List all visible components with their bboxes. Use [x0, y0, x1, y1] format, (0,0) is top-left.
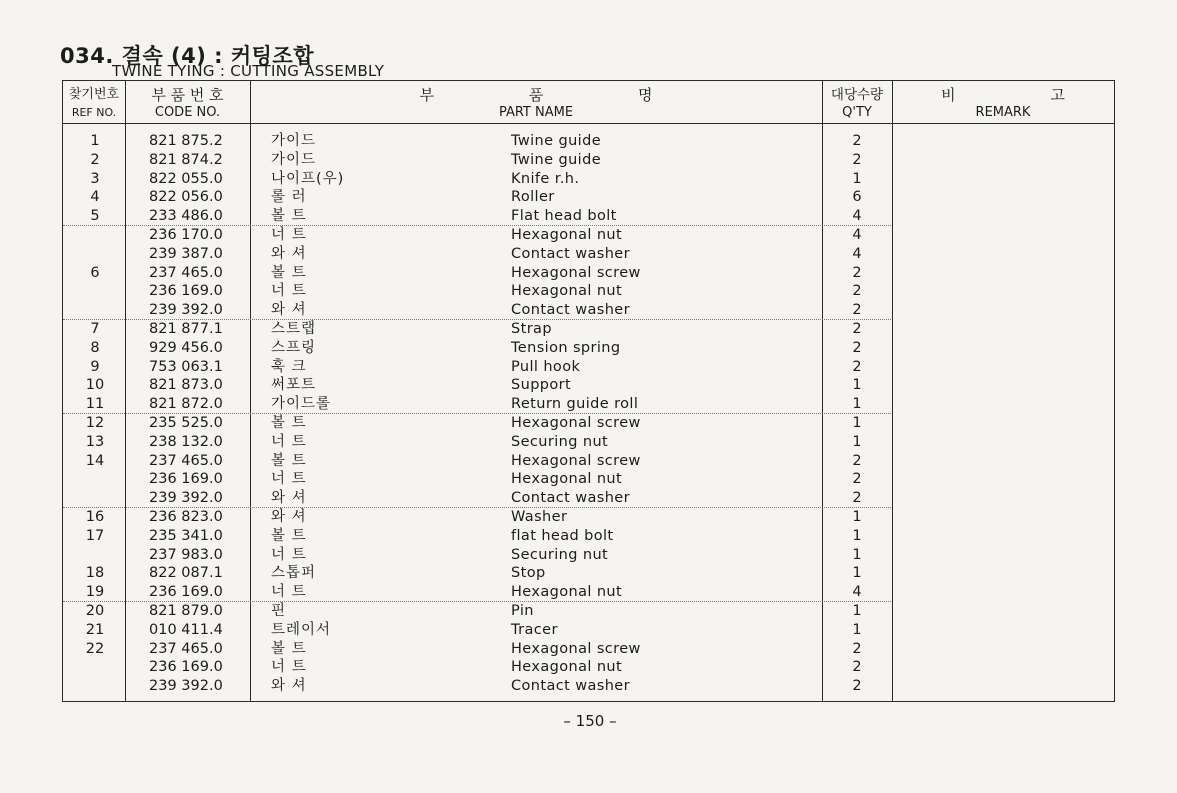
- part-name-en-cell: Stop: [511, 565, 546, 582]
- header-name: [250, 81, 822, 123]
- header-remark-ko: 비 고: [941, 86, 1065, 104]
- qty-cell: 1: [852, 621, 862, 638]
- qty-cell: 1: [852, 396, 862, 413]
- part-name-en-cell: Hexagonal nut: [511, 584, 623, 601]
- header-ref-ko: 찾기번호: [68, 87, 120, 102]
- qty-cell: 2: [852, 133, 862, 149]
- page-number: – 150 –: [563, 712, 617, 730]
- part-name-ko-cell: 너 트: [271, 471, 307, 488]
- code-no-cell: 236 170.0: [149, 227, 223, 243]
- table-row: [63, 245, 1114, 264]
- code-no-cell: 822 055.0: [149, 170, 223, 187]
- part-name-ko-cell: 가이드: [271, 133, 317, 149]
- table-row: [63, 621, 1114, 640]
- part-name-en-cell: Hexagonal nut: [511, 659, 623, 676]
- table-row: [63, 508, 1114, 527]
- part-name-en-cell: Contact washer: [511, 490, 630, 507]
- ref-no-cell: 17: [85, 527, 105, 544]
- ref-no-cell: 19: [85, 584, 105, 601]
- part-name-ko-cell: 나이프(우): [271, 170, 345, 187]
- part-name-en-cell: Roller: [511, 189, 555, 206]
- part-name-ko-cell: 볼 트: [271, 208, 307, 225]
- table-row: [63, 640, 1114, 659]
- ref-no-cell: 21: [85, 621, 105, 638]
- header-code-ko: 부 품 번 호: [151, 86, 224, 104]
- part-name-en-cell: Twine guide: [511, 151, 602, 168]
- code-no-cell: 238 132.0: [149, 433, 223, 450]
- table-row: [63, 188, 1114, 207]
- qty-cell: 1: [852, 603, 862, 619]
- qty-cell: 1: [852, 546, 862, 563]
- code-no-cell: 821 879.0: [149, 603, 223, 619]
- part-name-ko-cell: 롤 러: [271, 189, 307, 206]
- header-ref: [63, 81, 125, 123]
- part-name-ko-cell: 스프링: [271, 339, 317, 356]
- table-row: [63, 226, 1114, 245]
- part-name-ko-cell: 써포트: [271, 377, 317, 394]
- code-no-cell: 753 063.1: [149, 358, 223, 375]
- qty-cell: 2: [852, 640, 862, 657]
- part-name-en-cell: Pin: [511, 603, 534, 619]
- header-name-en: PART NAME: [498, 105, 574, 120]
- ref-no-cell: 1: [90, 133, 100, 149]
- part-name-en-cell: Hexagonal nut: [511, 283, 623, 300]
- ref-no-cell: 12: [85, 415, 105, 431]
- part-name-ko-cell: 볼 트: [271, 452, 307, 469]
- ref-no-cell: 4: [90, 189, 100, 206]
- code-no-cell: 821 874.2: [149, 151, 223, 168]
- part-name-en-cell: Washer: [511, 509, 568, 525]
- part-name-en-cell: Securing nut: [511, 433, 609, 450]
- qty-cell: 2: [852, 264, 862, 281]
- table-row: [63, 376, 1114, 395]
- header-qty-ko: 대당수량: [830, 87, 884, 103]
- part-name-ko-cell: 너 트: [271, 283, 307, 300]
- ref-no-cell: 3: [90, 170, 100, 187]
- table-row: [63, 677, 1114, 696]
- part-name-en-cell: Hexagonal screw: [511, 640, 641, 657]
- code-no-cell: 236 169.0: [149, 584, 223, 601]
- ref-no-cell: 6: [90, 264, 100, 281]
- code-no-cell: 236 169.0: [149, 283, 223, 300]
- qty-cell: 4: [852, 208, 862, 225]
- qty-cell: 2: [852, 339, 862, 356]
- ref-no-cell: 5: [90, 208, 100, 225]
- ref-no-cell: 18: [85, 565, 105, 582]
- part-name-ko-cell: 스트랩: [271, 321, 317, 337]
- part-name-ko-cell: 너 트: [271, 546, 307, 563]
- code-no-cell: 233 486.0: [149, 208, 223, 225]
- part-name-en-cell: Strap: [511, 321, 552, 337]
- part-name-ko-cell: 너 트: [271, 433, 307, 450]
- qty-cell: 4: [852, 245, 862, 262]
- part-name-en-cell: Hexagonal screw: [511, 264, 641, 281]
- header-code: [125, 81, 250, 123]
- part-name-ko-cell: 너 트: [271, 227, 307, 243]
- ref-no-cell: 13: [85, 433, 105, 450]
- table-row: [63, 282, 1114, 301]
- code-no-cell: 239 392.0: [149, 678, 223, 695]
- code-no-cell: 237 983.0: [149, 546, 223, 563]
- part-name-en-cell: Contact washer: [511, 245, 630, 262]
- part-name-en-cell: Contact washer: [511, 678, 630, 695]
- part-name-en-cell: Pull hook: [511, 358, 581, 375]
- table-row: [63, 658, 1114, 677]
- part-name-en-cell: Hexagonal screw: [511, 452, 641, 469]
- part-name-ko-cell: 너 트: [271, 584, 307, 601]
- qty-cell: 2: [852, 302, 862, 319]
- code-no-cell: 236 169.0: [149, 659, 223, 676]
- qty-cell: 4: [852, 584, 862, 601]
- header-code-en: CODE NO.: [154, 105, 221, 120]
- qty-cell: 2: [852, 490, 862, 507]
- code-no-cell: 822 056.0: [149, 189, 223, 206]
- qty-cell: 1: [852, 170, 862, 187]
- page-subtitle: TWINE TYING : CUTTING ASSEMBLY: [112, 62, 385, 80]
- table-row: [63, 527, 1114, 546]
- qty-cell: 1: [852, 377, 862, 394]
- qty-cell: 2: [852, 321, 862, 337]
- code-no-cell: 010 411.4: [149, 621, 223, 638]
- qty-cell: 1: [852, 509, 862, 525]
- parts-table: [62, 80, 1115, 702]
- qty-cell: 1: [852, 415, 862, 431]
- qty-cell: 2: [852, 659, 862, 676]
- ref-no-cell: 8: [90, 339, 100, 356]
- part-name-ko-cell: 핀: [271, 603, 287, 619]
- qty-cell: 2: [852, 151, 862, 168]
- table-row: [63, 414, 1114, 433]
- header-qty: [822, 81, 892, 123]
- table-row: [63, 546, 1114, 565]
- code-no-cell: 821 875.2: [149, 133, 223, 149]
- part-name-en-cell: flat head bolt: [511, 527, 614, 544]
- qty-cell: 2: [852, 678, 862, 695]
- table-row: [63, 132, 1114, 151]
- table-row: [63, 470, 1114, 489]
- ref-no-cell: 11: [85, 396, 105, 413]
- part-name-ko-cell: 와 셔: [271, 509, 307, 525]
- qty-cell: 1: [852, 433, 862, 450]
- code-no-cell: 237 465.0: [149, 264, 223, 281]
- part-name-ko-cell: 가이드롤: [271, 396, 332, 413]
- header-remark-en: REMARK: [975, 105, 1031, 120]
- qty-cell: 1: [852, 565, 862, 582]
- code-no-cell: 821 872.0: [149, 396, 223, 413]
- ref-no-cell: 14: [85, 452, 105, 469]
- part-name-en-cell: Twine guide: [511, 133, 602, 149]
- qty-cell: 4: [852, 227, 862, 243]
- part-name-ko-cell: 볼 트: [271, 415, 307, 431]
- table-row: [63, 433, 1114, 452]
- part-name-ko-cell: 볼 트: [271, 640, 307, 657]
- ref-no-cell: 22: [85, 640, 105, 657]
- code-no-cell: 237 465.0: [149, 452, 223, 469]
- ref-no-cell: 16: [85, 509, 105, 525]
- part-name-en-cell: Return guide roll: [511, 396, 639, 413]
- part-name-en-cell: Hexagonal nut: [511, 227, 623, 243]
- table-row: [63, 207, 1114, 226]
- code-no-cell: 237 465.0: [149, 640, 223, 657]
- part-name-en-cell: Tracer: [511, 621, 558, 638]
- header-remark: [892, 81, 1114, 123]
- code-no-cell: 239 392.0: [149, 490, 223, 507]
- ref-no-cell: 10: [85, 377, 105, 394]
- part-name-ko-cell: 훅 크: [271, 358, 307, 375]
- code-no-cell: 821 873.0: [149, 377, 223, 394]
- code-no-cell: 821 877.1: [149, 321, 223, 337]
- header-name-ko: 부 품 명: [419, 86, 653, 104]
- table-row: [63, 320, 1114, 339]
- part-name-en-cell: Securing nut: [511, 546, 609, 563]
- part-name-ko-cell: 와 셔: [271, 490, 307, 507]
- table-row: [63, 564, 1114, 583]
- qty-cell: 2: [852, 471, 862, 488]
- qty-cell: 1: [852, 527, 862, 544]
- part-name-ko-cell: 볼 트: [271, 527, 307, 544]
- header-qty-en: Q'TY: [842, 105, 872, 120]
- page-title: 034. 결속 (4) : 커팅조합: [60, 44, 314, 68]
- table-row: [63, 452, 1114, 471]
- part-name-en-cell: Hexagonal nut: [511, 471, 623, 488]
- part-name-ko-cell: 볼 트: [271, 264, 307, 281]
- code-no-cell: 235 341.0: [149, 527, 223, 544]
- table-row: [63, 151, 1114, 170]
- code-no-cell: 239 387.0: [149, 245, 223, 262]
- qty-cell: 6: [852, 189, 862, 206]
- table-row: [63, 602, 1114, 621]
- part-name-ko-cell: 와 셔: [271, 245, 307, 262]
- qty-cell: 2: [852, 358, 862, 375]
- header-ref-en: REF NO.: [71, 106, 117, 119]
- qty-cell: 2: [852, 452, 862, 469]
- part-name-ko-cell: 트레이서: [271, 621, 332, 638]
- table-row: [63, 395, 1114, 414]
- part-name-en-cell: Support: [511, 377, 572, 394]
- table-row: [63, 339, 1114, 358]
- table-row: [63, 264, 1114, 283]
- table-row: [63, 358, 1114, 377]
- part-name-ko-cell: 와 셔: [271, 302, 307, 319]
- part-name-en-cell: Contact washer: [511, 302, 630, 319]
- code-no-cell: 236 169.0: [149, 471, 223, 488]
- ref-no-cell: 9: [90, 358, 100, 375]
- part-name-en-cell: Tension spring: [511, 339, 621, 356]
- part-name-ko-cell: 너 트: [271, 659, 307, 676]
- code-no-cell: 235 525.0: [149, 415, 223, 431]
- table-row: [63, 583, 1114, 602]
- table-row: [63, 301, 1114, 320]
- ref-no-cell: 7: [90, 321, 100, 337]
- table-row: [63, 489, 1114, 508]
- header-divider: [63, 123, 1114, 124]
- ref-no-cell: 2: [90, 151, 100, 168]
- part-name-ko-cell: 가이드: [271, 151, 317, 168]
- part-name-en-cell: Flat head bolt: [511, 208, 617, 225]
- table-row: [63, 170, 1114, 189]
- part-name-ko-cell: 스톱퍼: [271, 565, 317, 582]
- code-no-cell: 236 823.0: [149, 509, 223, 525]
- code-no-cell: 929 456.0: [149, 339, 223, 356]
- qty-cell: 2: [852, 283, 862, 300]
- code-no-cell: 822 087.1: [149, 565, 223, 582]
- part-name-ko-cell: 와 셔: [271, 678, 307, 695]
- part-name-en-cell: Knife r.h.: [511, 170, 580, 187]
- ref-no-cell: 20: [85, 603, 105, 619]
- code-no-cell: 239 392.0: [149, 302, 223, 319]
- part-name-en-cell: Hexagonal screw: [511, 415, 641, 431]
